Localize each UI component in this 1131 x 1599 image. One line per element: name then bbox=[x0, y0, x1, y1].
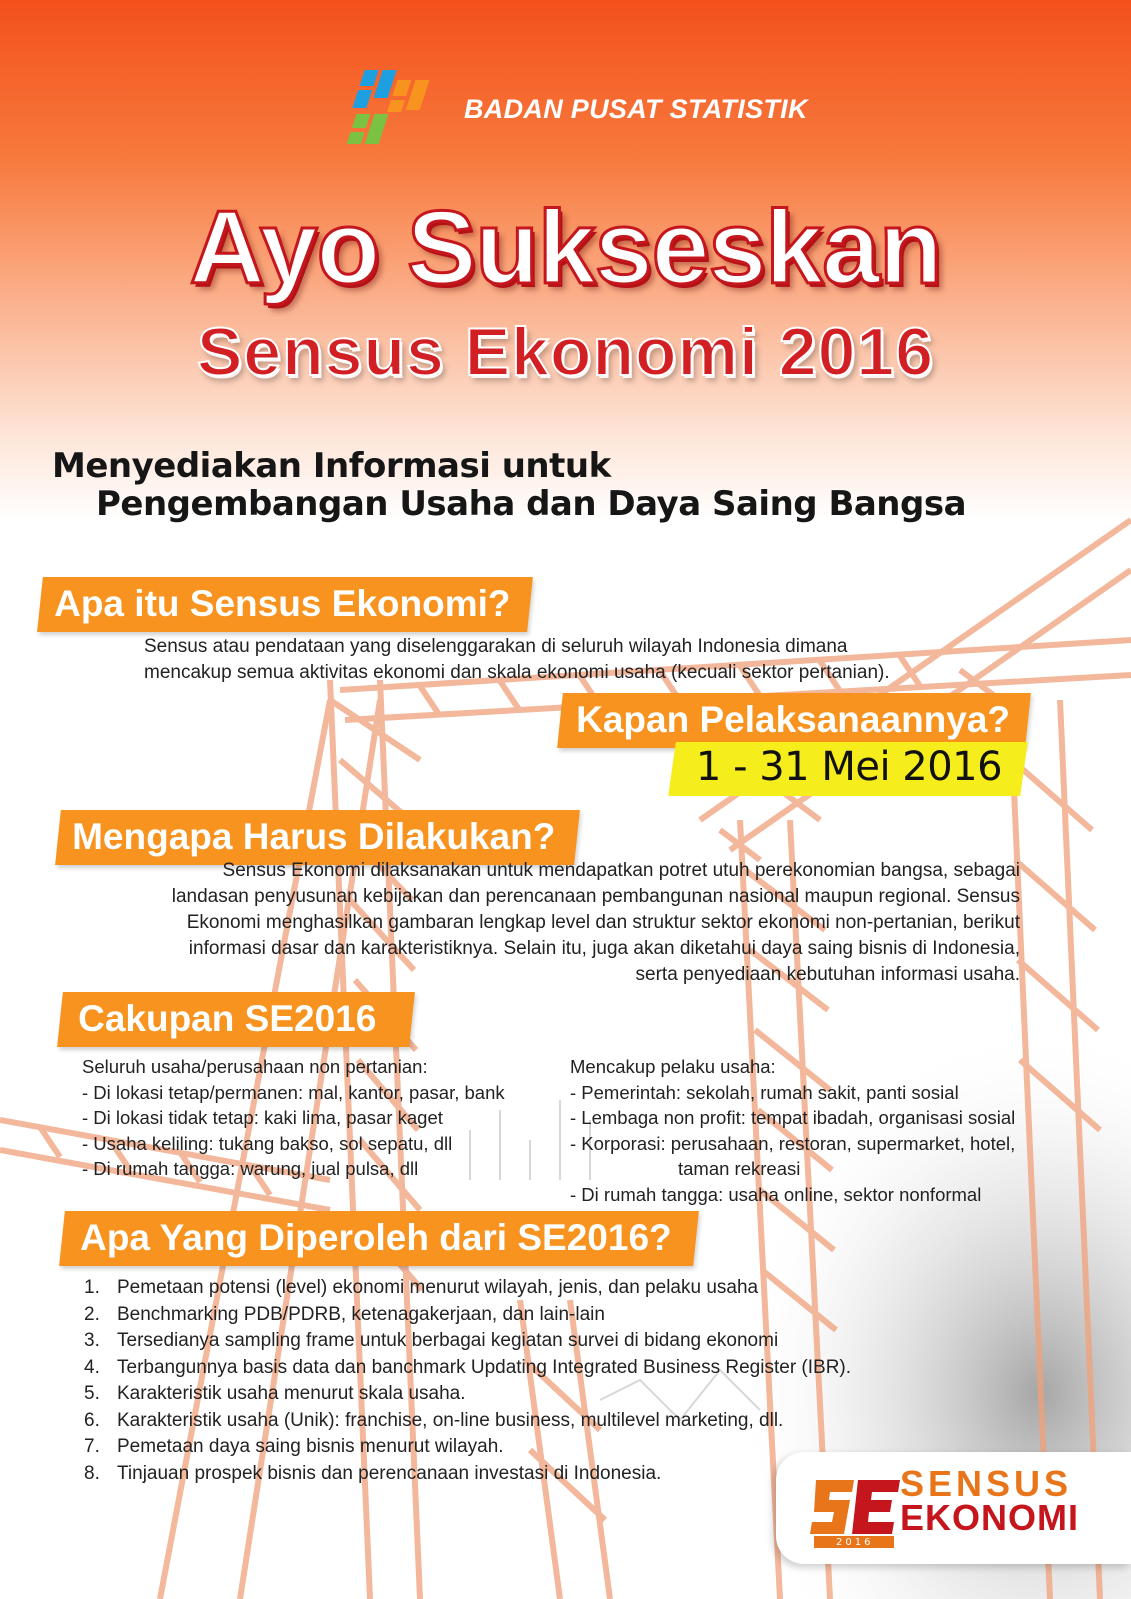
benefits-list bbox=[84, 1275, 851, 1487]
list-number: 2. bbox=[84, 1303, 100, 1325]
scope-left-line: Seluruh usaha/perusahaan non pertanian: bbox=[82, 1056, 428, 1077]
list-text: Pemetaan daya saing bisnis menurut wilayah. bbox=[117, 1436, 504, 1457]
list-item bbox=[84, 1302, 851, 1329]
list-item bbox=[84, 1275, 851, 1302]
list-text: Benchmarking PDB/PDRB, ketenagakerjaan, dan lain-lain bbox=[117, 1303, 605, 1325]
list-number: 5. bbox=[84, 1383, 100, 1404]
list-item bbox=[84, 1328, 851, 1355]
tagline-line-1: Menyediakan Informasi untuk bbox=[52, 446, 611, 486]
when-heading: Kapan Pelaksanaannya? bbox=[576, 699, 1011, 740]
what-heading-banner bbox=[37, 577, 533, 632]
list-number: 7. bbox=[84, 1436, 100, 1457]
why-line: Ekonomi menghasilkan gambaran lengkap level dan struktur sektor ekonomi non-pertanian, berikut bbox=[186, 912, 1020, 933]
list-item bbox=[84, 1461, 851, 1488]
what-heading: Apa itu Sensus Ekonomi? bbox=[54, 583, 511, 624]
scope-heading: Cakupan SE2016 bbox=[78, 998, 377, 1039]
why-line: informasi dasar dan karakteristiknya. Selain itu, juga akan diketahui daya saing bisnis di Indonesia, bbox=[188, 938, 1020, 959]
what-description bbox=[144, 634, 890, 686]
scope-left-line: - Di lokasi tetap/permanen: mal, kantor, pasar, bank bbox=[82, 1081, 505, 1103]
list-number: 6. bbox=[84, 1409, 100, 1431]
tagline-line-2: Pengembangan Usaha dan Daya Saing Bangsa bbox=[96, 484, 967, 524]
when-heading-banner bbox=[557, 693, 1031, 748]
list-text: Pemetaan potensi (level) ekonomi menurut wilayah, jenis, dan pelaku usaha bbox=[117, 1277, 759, 1298]
scope-left-column bbox=[82, 1054, 562, 1182]
list-number: 3. bbox=[84, 1330, 100, 1351]
scope-right-line: taman rekreasi bbox=[678, 1158, 801, 1179]
list-item bbox=[84, 1408, 851, 1435]
benefits-heading-banner bbox=[59, 1211, 698, 1266]
why-line: landasan penyusunan kebijakan dan perencanaan pembangunan nasional maupun regional. Sensus bbox=[171, 886, 1020, 907]
what-line: mencakup semua aktivitas ekonomi dan skala ekonomi usaha (kecuali sektor pertanian). bbox=[144, 662, 890, 683]
why-heading-banner bbox=[55, 810, 580, 865]
list-number: 1. bbox=[84, 1277, 100, 1298]
scope-right-line: - Di rumah tangga: usaha online, sektor nonformal bbox=[570, 1183, 982, 1205]
scope-left-line: - Di lokasi tidak tetap: kaki lima, pasar kaget bbox=[82, 1107, 443, 1128]
list-number: 4. bbox=[84, 1356, 100, 1378]
scope-right-line: - Korporasi: perusahaan, restoran, supermarket, hotel, bbox=[570, 1132, 1016, 1154]
list-text: Tinjauan prospek bisnis dan perencanaan investasi di Indonesia. bbox=[117, 1462, 662, 1484]
list-text: Terbangunnya basis data dan banchmark Updating Integrated Business Register (IBR). bbox=[117, 1356, 852, 1378]
se-logo-word-sensus: SENSUS bbox=[900, 1463, 1073, 1504]
bps-emblem-icon bbox=[338, 66, 448, 152]
list-item bbox=[84, 1434, 851, 1461]
benefits-heading: Apa Yang Diperoleh dari SE2016? bbox=[80, 1217, 672, 1258]
se-logo-year: 2016 bbox=[836, 1537, 874, 1548]
scope-right-line: - Pemerintah: sekolah, rumah sakit, panti sosial bbox=[570, 1081, 959, 1103]
se-logo-word-ekonomi: EKONOMI bbox=[900, 1497, 1080, 1538]
sub-title: Sensus Ekonomi 2016 bbox=[196, 314, 935, 390]
census-date: 1 - 31 Mei 2016 bbox=[695, 744, 1003, 790]
bps-logo bbox=[338, 66, 808, 152]
list-text: Tersedianya sampling frame untuk berbagai kegiatan survei di bidang ekonomi bbox=[117, 1330, 779, 1351]
list-item bbox=[84, 1355, 851, 1382]
scope-left-line: - Di rumah tangga: warung, jual pulsa, dll bbox=[82, 1158, 419, 1179]
why-heading: Mengapa Harus Dilakukan? bbox=[72, 816, 556, 857]
scope-right-column bbox=[570, 1054, 1100, 1207]
why-description bbox=[80, 858, 1020, 988]
scope-heading-banner bbox=[57, 992, 415, 1047]
what-line: Sensus atau pendataan yang diselenggarakan di seluruh wilayah Indonesia dimana bbox=[144, 636, 848, 657]
scope-right-line: Mencakup pelaku usaha: bbox=[570, 1056, 776, 1077]
list-text: Karakteristik usaha (Unik): franchise, on-line business, multilevel marketing, dll. bbox=[117, 1409, 784, 1431]
list-number: 8. bbox=[84, 1462, 100, 1484]
scope-left-line: - Usaha keliling: tukang bakso, sol sepatu, dll bbox=[82, 1132, 453, 1154]
scope-right-line: - Lembaga non profit: tempat ibadah, organisasi sosial bbox=[570, 1107, 1016, 1128]
list-text: Karakteristik usaha menurut skala usaha. bbox=[117, 1383, 466, 1404]
why-line: Sensus Ekonomi dilaksanakan untuk mendapatkan potret utuh perekonomian bangsa, sebagai bbox=[222, 860, 1020, 881]
main-title: Ayo Sukseskan bbox=[189, 190, 942, 306]
why-line: serta penyediaan kebutuhan informasi usaha. bbox=[635, 964, 1020, 985]
list-item bbox=[84, 1381, 851, 1408]
organization-name: BADAN PUSAT STATISTIK bbox=[464, 94, 808, 124]
